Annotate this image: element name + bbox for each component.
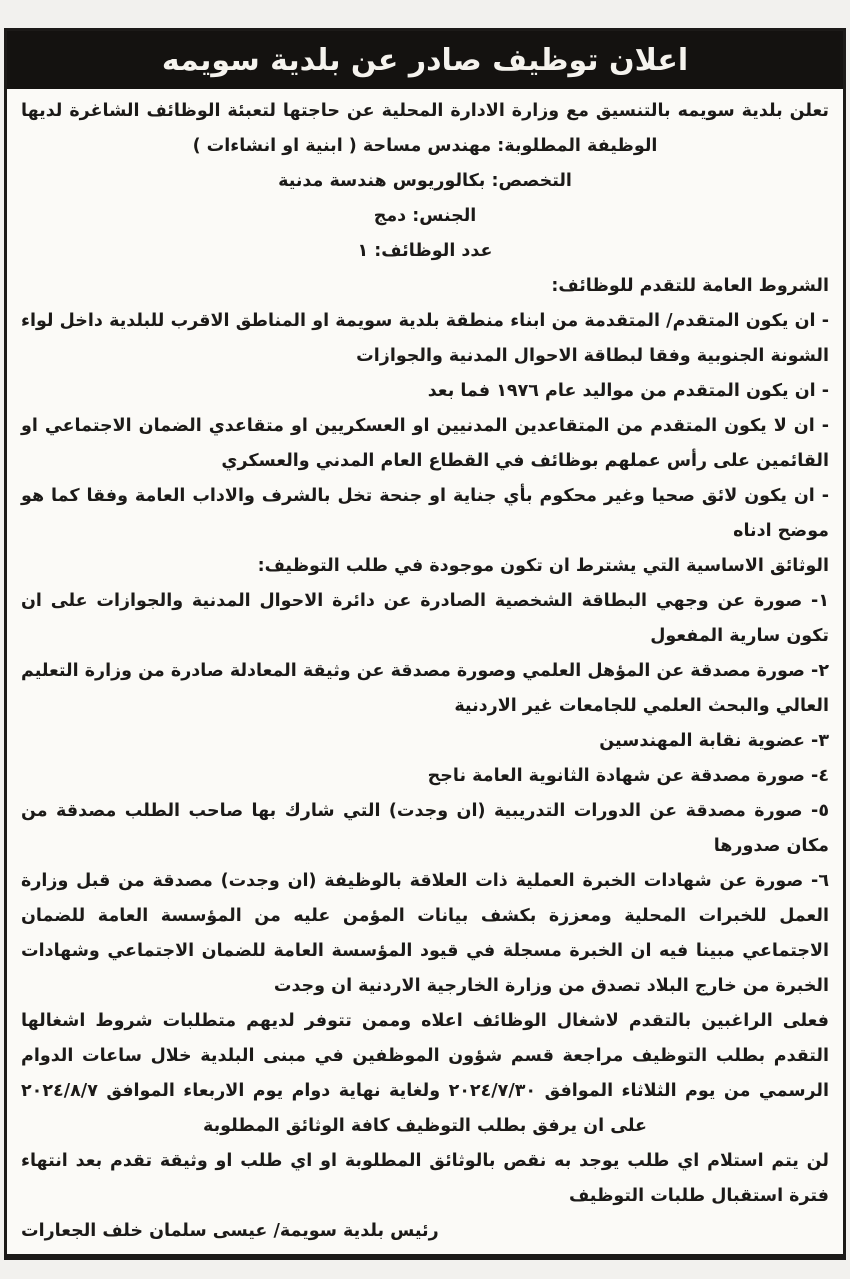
document-item: ٢- صورة مصدقة عن المؤهل العلمي وصورة مصدقة عن وثيقة المعادلة صادرة من وزارة التعليم العالي والبحث العلمي للجامعات غير الاردنية	[21, 661, 829, 716]
conditions-heading: الشروط العامة للتقدم للوظائف:	[551, 276, 829, 296]
gender-line: الجنس: دمج	[373, 206, 477, 226]
document-item: ١- صورة عن وجهي البطاقة الشخصية الصادرة عن دائرة الاحوال المدنية والجوازات على ان تكون سارية المفعول	[21, 591, 829, 646]
announcement-title: اعلان توظيف صادر عن بلدية سويمه	[161, 42, 689, 78]
vacancy-count-line: عدد الوظائف: ١	[357, 241, 493, 261]
signature-line: رئيس بلدية سويمة/ عيسى سلمان خلف الجعارات	[21, 1221, 439, 1241]
condition-item: - ان يكون المتقدم من مواليد عام ١٩٧٦ فما بعد	[427, 381, 829, 401]
application-paragraph: فعلى الراغبين بالتقدم لاشغال الوظائف اعلاه وممن تتوفر لديهم متطلبات شروط اشغالها التقدم بطلب التوظيف مراجعة قسم شؤون الموظفين في مبنى البلدية خلال ساعات الدوام الرسمي من يوم الثلاثاء الموافق ٢٠٢٤/٧/٣٠ ولغاية نهاية دوام يوم الاربعاء الموافق ٢٠٢٤/٨/٧ على ان يرفق بطلب التوظيف كافة الوثائق المطلوبة	[21, 1011, 829, 1136]
documents-heading: الوثائق الاساسية التي يشترط ان تكون موجودة في طلب التوظيف:	[257, 556, 829, 576]
document-item: ٣- عضوية نقابة المهندسين	[599, 731, 829, 751]
specialty-line: التخصص: بكالوريوس هندسة مدنية	[278, 171, 572, 191]
condition-item: - ان لا يكون المتقدم من المتقاعدين المدنيين او العسكريين او متقاعدي الضمان الاجتماعي او القائمين على رأس عملهم بوظائف في القطاع العام المدني والعسكري	[21, 416, 829, 471]
document-item: ٦- صورة عن شهادات الخبرة العملية ذات العلاقة بالوظيفة (ان وجدت) مصدقة من قبل وزارة العمل للخبرات المحلية ومعززة بكشف بيانات المؤمن عليه من المؤسسة العامة للضمان الاجتماعي مبينا فيه ان الخبرة مسجلة في قيود المؤسسة العامة للضمان الاجتماعي وشهادات الخبرة من خارج البلاد تصدق من وزارة الخارجية الاردنية ان وجدت	[21, 871, 829, 996]
title-banner	[7, 31, 843, 89]
document-item: ٥- صورة مصدقة عن الدورات التدريبية (ان وجدت) التي شارك بها صاحب الطلب مصدقة من مكان صدورها	[21, 801, 829, 856]
document-item: ٤- صورة مصدقة عن شهادة الثانوية العامة ناجح	[427, 766, 829, 786]
intro-paragraph: تعلن بلدية سويمه بالتنسيق مع وزارة الادارة المحلية عن حاجتها لتعبئة الوظائف الشاغرة لديها	[21, 101, 829, 121]
announcement-document	[4, 28, 846, 1260]
rejection-paragraph: لن يتم استلام اي طلب يوجد به نقص بالوثائق المطلوبة او اي طلب او وثيقة تقدم بعد انتهاء فترة استقبال طلبات التوظيف	[21, 1151, 829, 1206]
condition-item: - ان يكون لائق صحيا وغير محكوم بأي جناية او جنحة تخل بالشرف والاداب العامة وفقا كما هو موضح ادناه	[21, 486, 829, 541]
announcement-body	[7, 89, 843, 1249]
condition-item: - ان يكون المتقدم/ المتقدمة من ابناء منطقة بلدية سويمة او المناطق الاقرب للبلدية داخل لواء الشونة الجنوبية وفقا لبطاقة الاحوال المدنية والجوازات	[21, 311, 829, 366]
position-line: الوظيفة المطلوبة: مهندس مساحة ( ابنية او انشاءات )	[192, 136, 658, 156]
